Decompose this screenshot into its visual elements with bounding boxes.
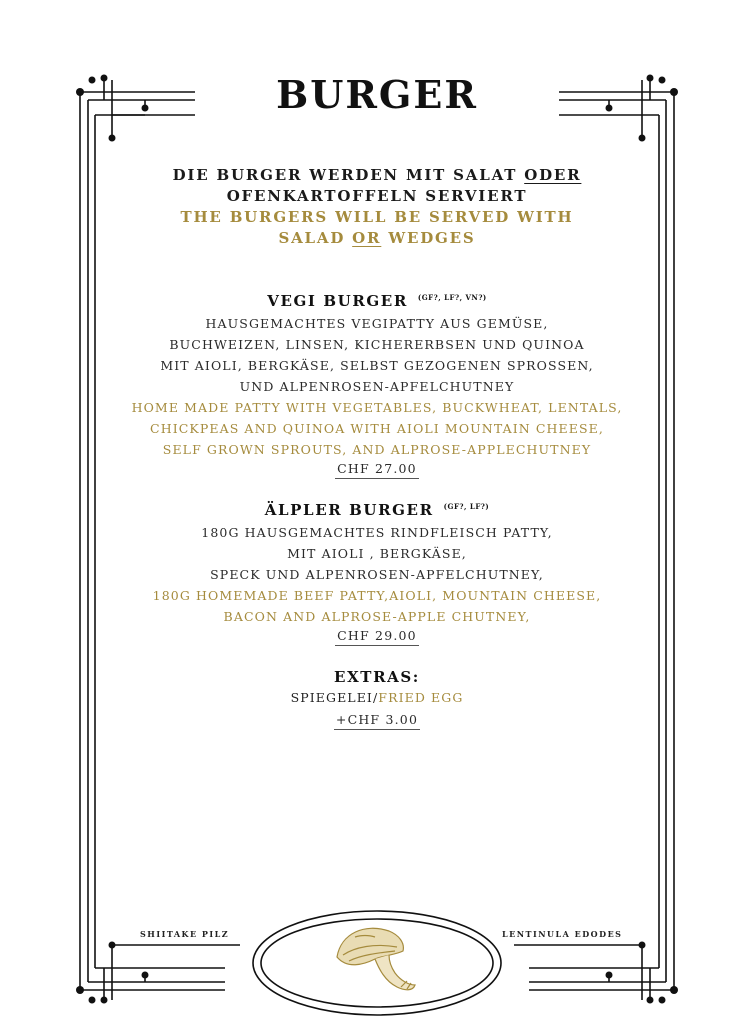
intro-de-line1: DIE BURGER WERDEN MIT SALAT xyxy=(172,166,525,184)
footer-right-label: LENTINULA EDODES xyxy=(502,929,623,939)
desc-line: HOME MADE PATTY WITH VEGETABLES, BUCKWHEAT, LENTALS, xyxy=(131,400,623,415)
extras-item-de: SPIEGELEI/ xyxy=(290,690,379,705)
mushroom-illustration-icon xyxy=(337,928,415,990)
vegi-burger-title xyxy=(0,292,754,310)
item-name: VEGI BURGER xyxy=(267,292,408,310)
footer-left-label: SHIITAKE PILZ xyxy=(140,929,230,939)
price-value: CHF 27.00 xyxy=(335,461,419,479)
desc-line: HAUSGEMACHTES VEGIPATTY AUS GEMÜSE, xyxy=(205,316,549,331)
item-tags: (GF?, LF?) xyxy=(443,502,490,511)
page-title: BURGER xyxy=(276,72,478,117)
item-name: ÄLPLER BURGER xyxy=(264,501,434,519)
extras-heading: EXTRAS: xyxy=(334,668,420,686)
desc-line: SELF GROWN SPROUTS, AND ALPROSE-APPLECHUTNEY xyxy=(162,442,592,457)
intro-de-or: ODER xyxy=(524,166,582,184)
intro-english xyxy=(0,207,754,249)
price-value: +CHF 3.00 xyxy=(334,712,420,730)
intro-en-line1: THE BURGERS WILL BE SERVED WITH xyxy=(180,208,574,226)
alpler-burger-desc-en xyxy=(0,585,754,627)
desc-line: BUCHWEIZEN, LINSEN, KICHERERBSEN UND QUINOA xyxy=(169,337,585,352)
desc-line: MIT AIOLI , BERGKÄSE, xyxy=(287,546,467,561)
desc-line: 180G HAUSGEMACHTES RINDFLEISCH PATTY, xyxy=(201,525,553,540)
alpler-burger-desc-de xyxy=(0,522,754,585)
intro-de-line2: OFENKARTOFFELN SERVIERT xyxy=(226,187,528,205)
price-value: CHF 29.00 xyxy=(335,628,419,646)
alpler-burger-price xyxy=(0,628,754,643)
desc-line: CHICKPEAS AND QUINOA WITH AIOLI MOUNTAIN CHEESE, xyxy=(150,421,604,436)
desc-line: SPECK UND ALPENROSEN-APFELCHUTNEY, xyxy=(210,567,544,582)
extras-price xyxy=(0,712,754,727)
vegi-burger-price xyxy=(0,461,754,476)
intro-en-or: OR xyxy=(352,229,382,247)
intro-german xyxy=(0,165,754,207)
alpler-burger-title xyxy=(0,501,754,519)
extras-item xyxy=(0,690,754,705)
extras-item-en: FRIED EGG xyxy=(378,690,464,705)
vegi-burger-desc-en xyxy=(0,397,754,460)
desc-line: MIT AIOLI, BERGKÄSE, SELBST GEZOGENEN SPROSSEN, xyxy=(160,358,594,373)
desc-line: UND ALPENROSEN-APFELCHUTNEY xyxy=(239,379,515,394)
desc-line: BACON AND ALPROSE-APPLE CHUTNEY, xyxy=(223,609,531,624)
intro-en-line2-after: WEDGES xyxy=(381,229,476,247)
item-tags: (GF?, LF?, VN?) xyxy=(417,293,487,302)
desc-line: 180G HOMEMADE BEEF PATTY,AIOLI, MOUNTAIN CHEESE, xyxy=(152,588,602,603)
vegi-burger-desc-de xyxy=(0,313,754,397)
intro-en-line2-before: SALAD xyxy=(278,229,353,247)
